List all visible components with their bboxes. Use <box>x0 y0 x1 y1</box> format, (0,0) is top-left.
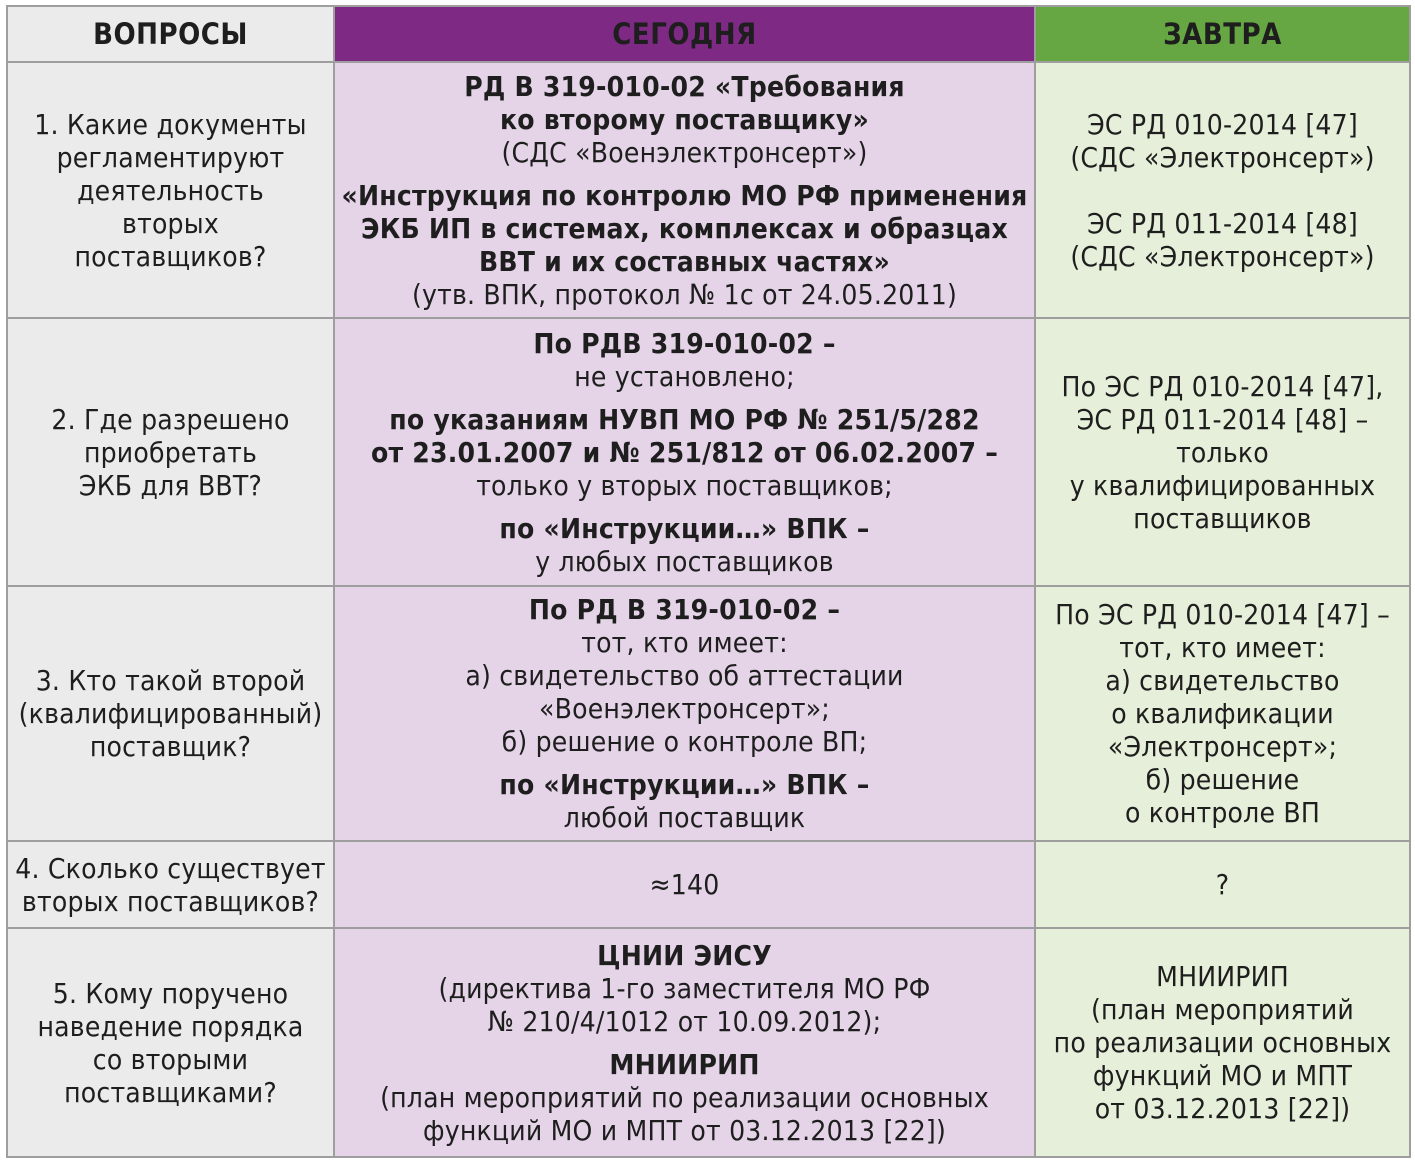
tomorrow-line: МНИИРИП <box>1156 960 1289 993</box>
today-line: по «Инструкции…» ВПК – <box>499 768 870 801</box>
today-cell <box>334 318 1035 586</box>
today-line: ЭКБ ИП в системах, комплексах и образцах <box>361 211 1008 245</box>
tomorrow-cell <box>1035 62 1410 318</box>
today-line: РД В 319-010-02 «Требования <box>464 69 905 103</box>
question-line: поставщиками? <box>64 1075 277 1109</box>
today-line: от 23.01.2007 и № 251/812 от 06.02.2007 – <box>370 435 998 469</box>
table-row <box>7 586 1410 841</box>
question-cell <box>7 841 334 928</box>
tomorrow-line: ? <box>1215 868 1230 901</box>
question-line: 2. Где разрешено <box>51 402 290 436</box>
tomorrow-line: (СДС «Электронсерт») <box>1070 239 1375 273</box>
today-line: тот, кто имеет: <box>581 626 788 659</box>
tomorrow-line: тот, кто имеет: <box>1119 631 1326 664</box>
tomorrow-line: только <box>1176 435 1269 469</box>
today-line: «Военэлектронсерт»; <box>539 692 830 725</box>
tomorrow-line: ЭС РД 011-2014 [48] <box>1087 206 1358 240</box>
header-row <box>7 6 1410 62</box>
question-cell <box>7 62 334 318</box>
tomorrow-cell <box>1035 841 1410 928</box>
today-line: б) решение о контроле ВП; <box>501 725 868 758</box>
question-cell <box>7 318 334 586</box>
today-line: любой поставщик <box>563 801 806 834</box>
today-line: ЦНИИ ЭИСУ <box>597 938 772 972</box>
question-line: деятельность <box>77 173 264 207</box>
tomorrow-line: от 03.12.2013 [22]) <box>1094 1092 1351 1125</box>
question-line: 3. Кто такой второй <box>35 664 306 697</box>
question-line: вторых <box>122 206 219 240</box>
tomorrow-line: По ЭС РД 010-2014 [47] – <box>1055 598 1390 631</box>
question-line: поставщиков? <box>74 239 267 273</box>
table-row <box>7 841 1410 928</box>
tomorrow-line: ЭС РД 011-2014 [48] – <box>1076 402 1369 436</box>
table-row <box>7 62 1410 318</box>
today-line: а) свидетельство об аттестации <box>465 659 904 692</box>
tomorrow-cell <box>1035 318 1410 586</box>
today-line: ко второму поставщику» <box>499 102 869 136</box>
today-line: По РД В 319-010-02 – <box>528 593 841 626</box>
today-line: функций МО и МПТ от 03.12.2013 [22]) <box>423 1113 946 1147</box>
today-line: По РДВ 319-010-02 – <box>533 326 836 360</box>
today-cell <box>334 928 1035 1157</box>
question-line: регламентируют <box>56 140 285 174</box>
tomorrow-line: функций МО и МПТ <box>1092 1059 1353 1092</box>
today-line: № 210/4/1012 от 10.09.2012); <box>487 1004 882 1038</box>
question-line: 1. Какие документы <box>34 107 307 141</box>
tomorrow-line: о контроле ВП <box>1124 796 1321 829</box>
tomorrow-cell <box>1035 928 1410 1157</box>
question-line: со вторыми <box>92 1042 249 1076</box>
table-row <box>7 928 1410 1157</box>
today-cell <box>334 586 1035 841</box>
question-line: 5. Кому поручено <box>52 976 289 1010</box>
today-line: по «Инструкции…» ВПК – <box>499 511 870 545</box>
comparison-table <box>6 5 1411 1158</box>
today-line: МНИИРИП <box>609 1047 760 1081</box>
today-line: (план мероприятий по реализации основных <box>380 1080 989 1114</box>
today-line: (утв. ВПК, протокол № 1с от 24.05.2011) <box>411 277 957 311</box>
question-line: ЭКБ для ВВТ? <box>78 468 263 502</box>
tomorrow-line: По ЭС РД 010-2014 [47], <box>1061 369 1384 403</box>
today-line: у любых поставщиков <box>535 544 834 578</box>
tomorrow-line: поставщиков <box>1133 501 1312 535</box>
question-line: 4. Сколько существует <box>15 851 326 885</box>
today-cell <box>334 841 1035 928</box>
tomorrow-cell <box>1035 586 1410 841</box>
today-line: не установлено; <box>574 359 795 393</box>
today-cell <box>334 62 1035 318</box>
question-line: поставщик? <box>89 730 252 763</box>
header-questions: ВОПРОСЫ <box>7 6 334 62</box>
table-row <box>7 318 1410 586</box>
tomorrow-line: ЭС РД 010-2014 [47] <box>1087 107 1358 141</box>
tomorrow-line: (СДС «Электронсерт») <box>1070 140 1375 174</box>
header-today: СЕГОДНЯ <box>334 6 1035 62</box>
question-line: (квалифицированный) <box>18 697 323 730</box>
question-cell <box>7 586 334 841</box>
tomorrow-line: «Электронсерт»; <box>1107 730 1338 763</box>
question-line: наведение порядка <box>37 1009 304 1043</box>
today-line: ≈140 <box>649 868 720 901</box>
tomorrow-line: а) свидетельство <box>1105 664 1340 697</box>
tomorrow-line: у квалифицированных <box>1069 468 1376 502</box>
tomorrow-line: о квалификации <box>1111 697 1334 730</box>
tomorrow-line: (план мероприятий <box>1090 993 1354 1026</box>
today-line: «Инструкция по контролю МО РФ применения <box>341 178 1028 212</box>
today-line: (СДС «Военэлектронсерт») <box>501 135 868 169</box>
question-line: вторых поставщиков? <box>21 884 320 918</box>
tomorrow-line: б) решение <box>1145 763 1300 796</box>
today-line: (директива 1-го заместителя МО РФ <box>438 971 931 1005</box>
today-line: ВВТ и их составных частях» <box>478 244 890 278</box>
question-line: приобретать <box>83 435 258 469</box>
header-tomorrow: ЗАВТРА <box>1035 6 1410 62</box>
tomorrow-line: по реализации основных <box>1053 1026 1392 1059</box>
today-line: только у вторых поставщиков; <box>476 468 893 502</box>
question-cell <box>7 928 334 1157</box>
today-line: по указаниям НУВП МО РФ № 251/5/282 <box>389 402 980 436</box>
